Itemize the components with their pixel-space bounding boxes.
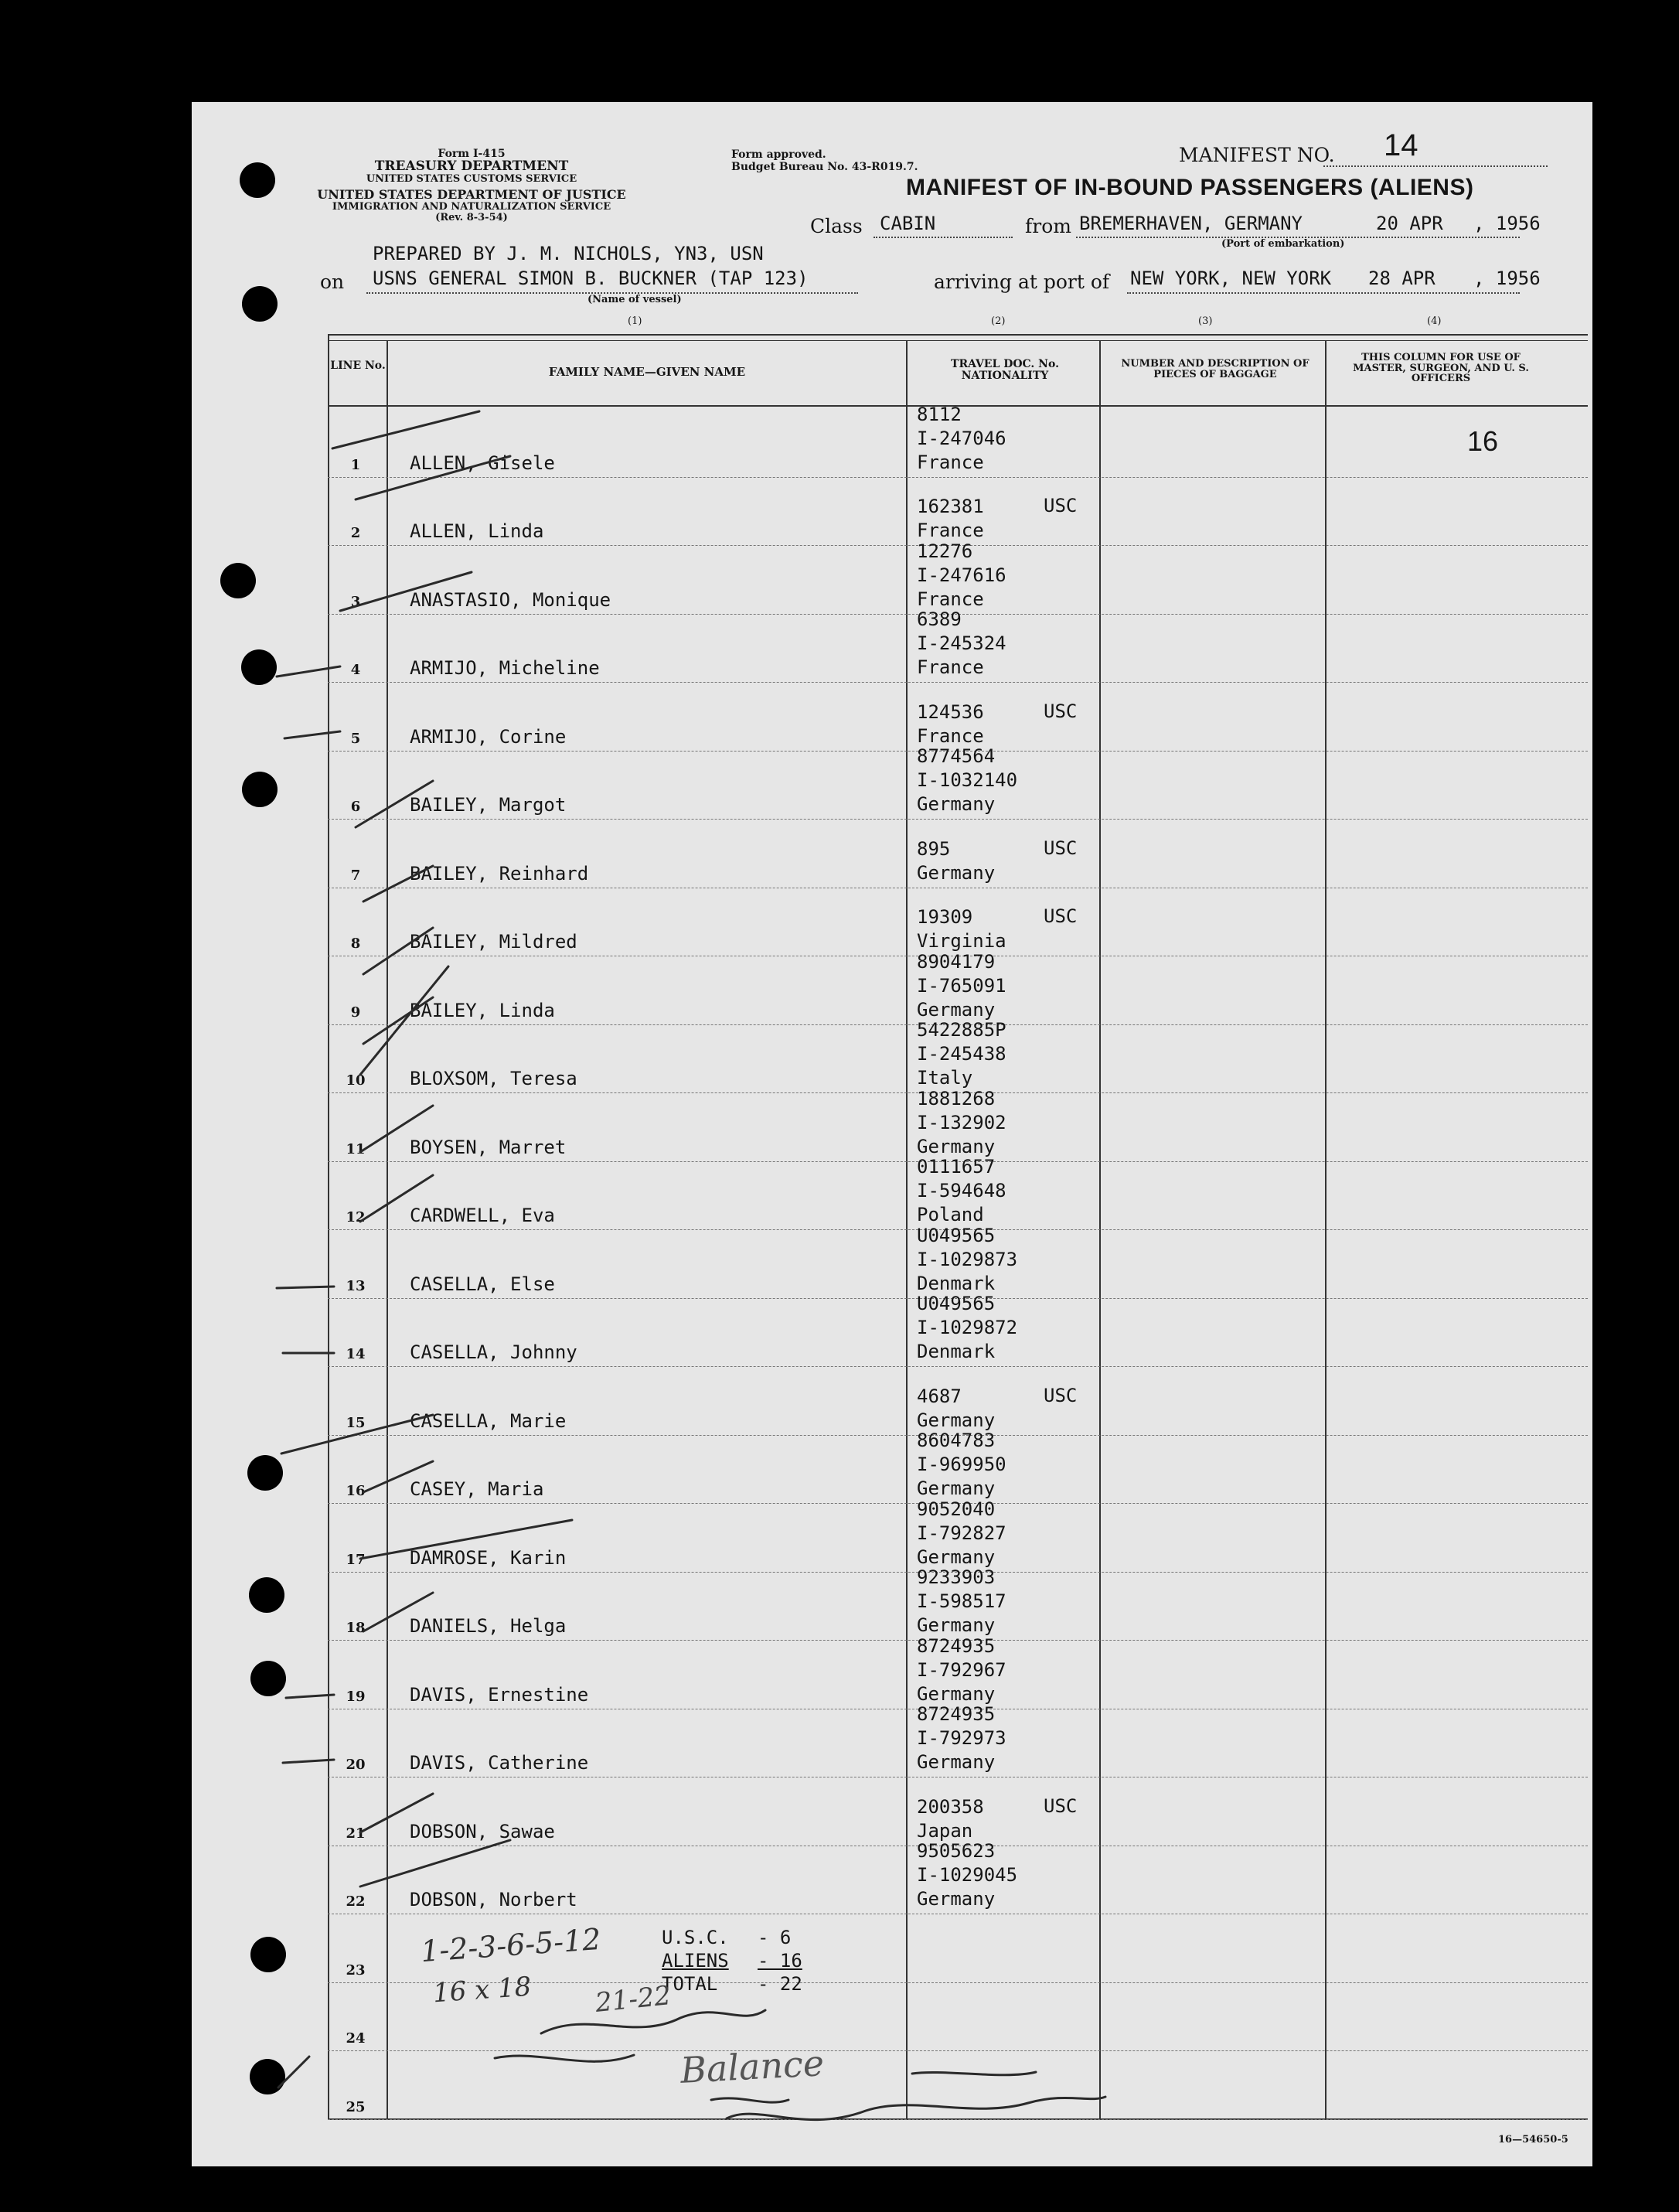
nationality: Germany <box>917 998 996 1021</box>
nationality: Germany <box>917 1682 996 1705</box>
nationality: Virginia <box>917 930 1006 952</box>
travel-doc-number: 8112 <box>917 403 962 425</box>
nationality: Germany <box>917 1135 996 1157</box>
travel-doc-number: I-245438 <box>917 1043 1006 1065</box>
nationality: Denmark <box>917 1341 996 1362</box>
vessel-note: (Name of vessel) <box>587 294 682 305</box>
line-number: 5 <box>350 730 361 747</box>
manifest-number-value: 14 <box>1384 128 1418 162</box>
row-separator <box>328 2119 1588 2120</box>
line-number: 21 <box>346 1825 366 1842</box>
travel-doc-number: 8604783 <box>917 1430 996 1451</box>
line-number: 17 <box>346 1551 366 1568</box>
line-number: 16 <box>346 1483 366 1499</box>
col-header-name: FAMILY NAME—GIVEN NAME <box>548 365 746 379</box>
passenger-name: CASELLA, Marie <box>410 1409 567 1432</box>
binder-hole <box>220 563 256 598</box>
line-number: 7 <box>350 867 361 884</box>
binder-hole <box>240 162 275 198</box>
nationality: Germany <box>917 1546 996 1568</box>
nationality: Germany <box>917 793 996 815</box>
travel-doc-number: I-1029045 <box>917 1864 1018 1886</box>
nationality: Poland <box>917 1204 984 1225</box>
manifest-title: MANIFEST OF IN-BOUND PASSENGERS (ALIENS) <box>906 175 1474 200</box>
handwritten-tally-3: 21-22 <box>594 1979 673 2019</box>
col-num-3: (3) <box>1198 315 1213 327</box>
nationality: Italy <box>917 1067 973 1089</box>
travel-doc-number: 9233903 <box>917 1566 996 1588</box>
class-label: Class <box>810 215 863 237</box>
travel-doc-number: I-598517 <box>917 1590 1006 1612</box>
customs-service: UNITED STATES CUSTOMS SERVICE <box>366 172 577 185</box>
passenger-name: ARMIJO, Corine <box>410 725 567 748</box>
col-num-4: (4) <box>1427 315 1442 327</box>
travel-doc-number: I-765091 <box>917 974 1006 997</box>
usc-marker: USC <box>1044 1794 1078 1817</box>
passenger-name: DAMROSE, Karin <box>410 1546 567 1569</box>
passenger-name: ARMIJO, Micheline <box>410 657 600 679</box>
travel-doc-number: 6389 <box>917 608 962 630</box>
travel-doc-number: I-594648 <box>917 1180 1006 1201</box>
line-number: 12 <box>346 1209 366 1225</box>
line-number: 6 <box>350 799 361 815</box>
travel-doc-number: 895 <box>917 837 951 860</box>
travel-doc-number: I-132902 <box>917 1111 1006 1133</box>
nationality: France <box>917 451 984 473</box>
binder-hole <box>242 772 278 807</box>
row-separator <box>328 682 1588 683</box>
binder-hole <box>247 1455 283 1491</box>
travel-doc-number: 1881268 <box>917 1087 996 1109</box>
totals-usc-label: U.S.C. <box>662 1927 729 1948</box>
passenger-name: CARDWELL, Eva <box>410 1205 555 1226</box>
passenger-name: BAILEY, Margot <box>410 794 567 816</box>
travel-doc-number: U049565 <box>917 1224 996 1246</box>
col-header-baggage: NUMBER AND DESCRIPTION OF PIECES OF BAGGAGE <box>1121 358 1309 380</box>
passenger-name: CASELLA, Else <box>410 1273 555 1295</box>
line-number: 22 <box>346 1893 366 1910</box>
binder-hole <box>250 1937 286 1972</box>
nationality: France <box>917 724 984 747</box>
travel-doc-number: I-1029872 <box>917 1317 1018 1338</box>
col-header-officers: THIS COLUMN FOR USE OF MASTER, SURGEON, AND U. S. OFFICERS <box>1353 352 1529 385</box>
nationality: Germany <box>917 1614 996 1636</box>
class-value: CABIN <box>880 213 936 234</box>
line-number: 24 <box>346 2030 366 2047</box>
arriving-date: 28 APR <box>1368 268 1435 289</box>
line-number: 18 <box>346 1620 366 1636</box>
passenger-name: ALLEN, Linda <box>410 520 544 542</box>
nationality: Japan <box>917 1819 973 1842</box>
passenger-name: ALLEN, Gisele <box>410 452 555 474</box>
travel-doc-number: 4687 <box>917 1385 962 1407</box>
treasury-dept: TREASURY DEPARTMENT <box>374 158 569 174</box>
port-embarkation-note: (Port of embarkation) <box>1221 238 1345 250</box>
binder-hole <box>250 1661 286 1696</box>
nationality: France <box>917 520 984 541</box>
passenger-name: CASEY, Maria <box>410 1478 544 1500</box>
line-number: 25 <box>346 2098 366 2115</box>
totals-total-label: TOTAL <box>662 1973 718 1995</box>
travel-doc-number: I-1029873 <box>917 1248 1018 1270</box>
footer-code: 16—54650-5 <box>1498 2134 1568 2146</box>
totals-usc-value: - 6 <box>758 1927 792 1948</box>
travel-doc-number: 8904179 <box>917 950 996 973</box>
nationality: Germany <box>917 1888 996 1910</box>
binder-hole <box>249 1577 284 1613</box>
form-header-left <box>317 148 626 223</box>
line-number: 19 <box>346 1688 366 1705</box>
totals-aliens-label: ALIENS <box>662 1950 729 1972</box>
totals-aliens-value: - 16 <box>758 1950 802 1972</box>
nationality: France <box>917 656 984 678</box>
form-number: Form I-415 <box>438 148 506 160</box>
nationality: Germany <box>917 1478 996 1499</box>
nationality: Germany <box>917 861 996 884</box>
binder-hole <box>242 286 278 322</box>
passenger-name: BAILEY, Reinhard <box>410 862 589 884</box>
prepared-by: PREPARED BY J. M. NICHOLS, YN3, USN <box>373 243 764 264</box>
passenger-name: DOBSON, Sawae <box>410 1820 555 1842</box>
travel-doc-number: I-1032140 <box>917 769 1018 791</box>
passenger-name: DOBSON, Norbert <box>410 1889 577 1910</box>
passenger-name: DAVIS, Ernestine <box>410 1683 589 1706</box>
usc-marker: USC <box>1044 1384 1078 1406</box>
travel-doc-number: 124536 <box>917 700 984 723</box>
justice-dept: UNITED STATES DEPARTMENT OF JUSTICE <box>317 187 626 203</box>
manifest-page <box>192 102 1592 2166</box>
from-date: 20 APR <box>1376 213 1443 234</box>
passenger-name: BLOXSOM, Teresa <box>410 1068 577 1089</box>
travel-doc-number: 19309 <box>917 906 973 928</box>
line-number: 20 <box>346 1757 366 1773</box>
col-header-travel: TRAVEL DOC. No. NATIONALITY <box>951 358 1059 382</box>
manifest-number-label: MANIFEST NO. <box>1179 144 1335 166</box>
usc-marker: USC <box>1044 905 1078 927</box>
binder-hole <box>250 2059 285 2094</box>
passenger-name: CASELLA, Johnny <box>410 1341 577 1363</box>
travel-doc-number: U049565 <box>917 1293 996 1314</box>
travel-doc-number: 8724935 <box>917 1634 996 1657</box>
usc-marker: USC <box>1044 837 1078 859</box>
usc-marker: USC <box>1044 700 1078 722</box>
line-number: 10 <box>346 1072 366 1089</box>
arriving-label: arriving at port of <box>934 271 1110 293</box>
travel-doc-number: I-245324 <box>917 632 1006 654</box>
form-revision: (Rev. 8-3-54) <box>435 211 508 223</box>
travel-doc-number: I-792973 <box>917 1727 1006 1749</box>
travel-doc-number: 9052040 <box>917 1498 996 1520</box>
line-number: 1 <box>350 456 361 473</box>
travel-doc-number: 9505623 <box>917 1840 996 1862</box>
handwritten-tally-1: 1-2-3-6-5-12 <box>419 1921 602 1969</box>
totals-total-value: - 22 <box>758 1973 802 1995</box>
passenger-name: ANASTASIO, Monique <box>410 588 611 611</box>
binder-hole <box>241 649 277 685</box>
line-number: 3 <box>350 593 361 610</box>
arriving-port: NEW YORK, NEW YORK <box>1130 268 1332 289</box>
travel-doc-number: 0111657 <box>917 1156 996 1178</box>
passenger-name: BOYSEN, Marret <box>410 1136 567 1158</box>
handwritten-balance: Balance <box>679 2042 826 2091</box>
nationality: Germany <box>917 1751 996 1773</box>
travel-doc-number: 200358 <box>917 1795 984 1818</box>
from-label: from <box>1025 215 1071 237</box>
line-number: 9 <box>350 1004 361 1021</box>
vessel-name: USNS GENERAL SIMON B. BUCKNER (TAP 123) <box>373 268 809 289</box>
travel-doc-number: I-969950 <box>917 1454 1006 1475</box>
row-separator <box>328 477 1588 478</box>
line-number: 13 <box>346 1277 366 1294</box>
travel-doc-number: I-247046 <box>917 427 1006 449</box>
travel-doc-number: 5422885P <box>917 1019 1006 1041</box>
travel-doc-number: I-792967 <box>917 1658 1006 1681</box>
passenger-name: BAILEY, Linda <box>410 999 555 1021</box>
travel-doc-number: I-247616 <box>917 564 1006 586</box>
line-number: 11 <box>346 1140 366 1157</box>
line-number: 23 <box>346 1961 366 1979</box>
col-num-1: (1) <box>628 315 642 327</box>
passenger-name: DAVIS, Catherine <box>410 1752 589 1774</box>
row-separator <box>328 1366 1588 1367</box>
form-approved: Form approved. <box>731 148 826 161</box>
travel-doc-number: 12276 <box>917 540 973 562</box>
passenger-name: DANIELS, Helga <box>410 1615 567 1637</box>
col-num-2: (2) <box>991 315 1006 327</box>
passenger-name: BAILEY, Mildred <box>410 931 577 953</box>
on-label: on <box>320 271 345 293</box>
from-year: , 1956 <box>1473 213 1541 234</box>
col-header-line: LINE No. <box>330 360 386 372</box>
nationality: Denmark <box>917 1272 996 1294</box>
line-number: 4 <box>350 662 361 678</box>
travel-doc-number: I-792827 <box>917 1522 1006 1544</box>
line-number: 2 <box>350 525 361 541</box>
travel-doc-number: 8724935 <box>917 1703 996 1725</box>
line-number: 15 <box>346 1414 366 1431</box>
ins-service: IMMIGRATION AND NATURALIZATION SERVICE <box>332 200 611 213</box>
travel-doc-number: 162381 <box>917 496 984 517</box>
row-separator <box>328 819 1588 820</box>
line-number: 8 <box>350 936 361 952</box>
nationality: Germany <box>917 1409 996 1431</box>
travel-doc-number: 8774564 <box>917 745 996 767</box>
line-number: 14 <box>346 1346 366 1362</box>
handwritten-tally-2: 16 x 18 <box>431 1971 533 2009</box>
arriving-year: , 1956 <box>1473 268 1541 289</box>
nationality: France <box>917 588 984 610</box>
officer-note: 16 <box>1467 425 1499 457</box>
from-value: BREMERHAVEN, GERMANY <box>1079 213 1303 234</box>
usc-marker: USC <box>1044 495 1078 516</box>
row-separator <box>328 2050 1588 2051</box>
budget-bureau: Budget Bureau No. 43-R019.7. <box>731 161 918 173</box>
